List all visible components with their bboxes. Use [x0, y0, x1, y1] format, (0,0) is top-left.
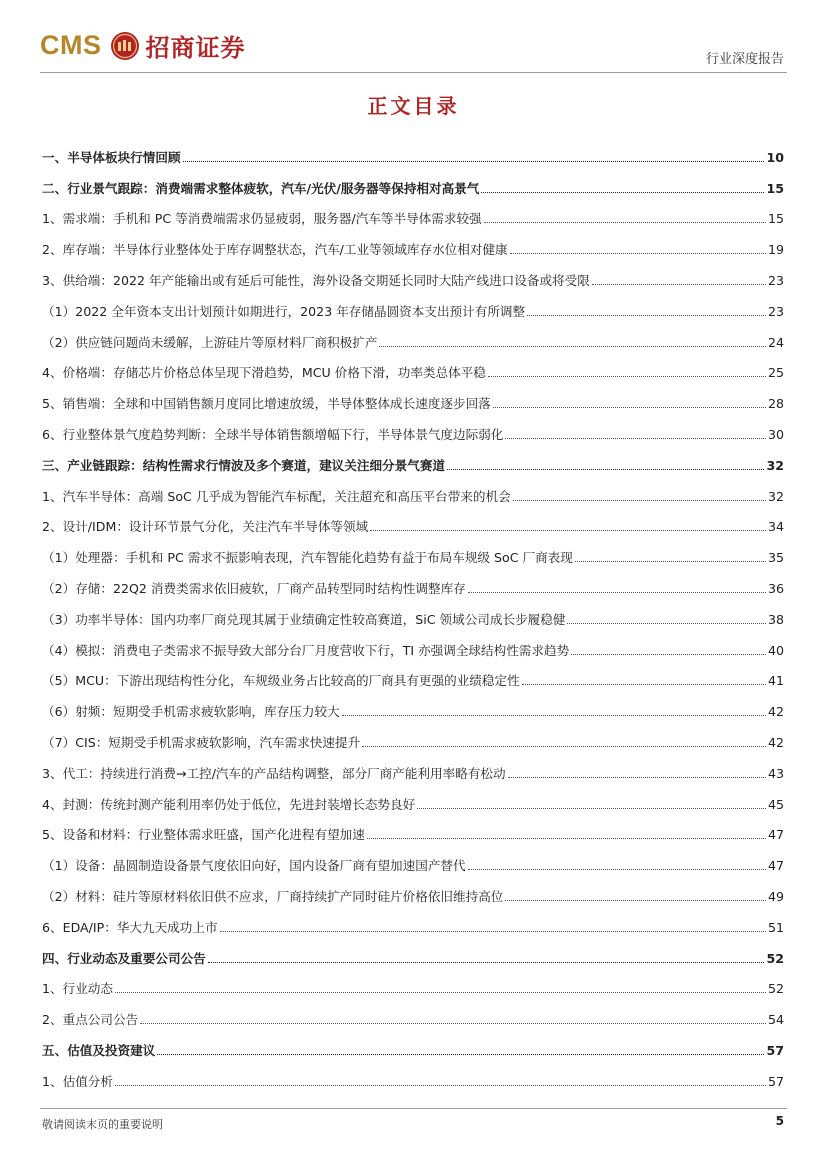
- toc-entry[interactable]: [42, 258, 784, 289]
- toc-entry-title: （2）存储：22Q2 消费类需求依旧疲软，厂商产品转型同时结构性调整库存: [42, 580, 466, 596]
- toc-entry-page: 15: [766, 180, 784, 196]
- toc-entry-title: （1）2022 全年资本支出计划预计如期进行，2023 年存储晶圆资本支出预计有所调整: [42, 303, 526, 319]
- toc-entry-title: 4、封测：传统封测产能利用率仍处于低位，先进封装增长态势良好: [42, 796, 416, 812]
- toc-entry-title: （2）供应链问题尚未缓解，上游硅片等原材料厂商积极扩产: [42, 334, 378, 350]
- toc-entry-title: （1）处理器：手机和 PC 需求不振影响表现，汽车智能化趋势有益于布局车规级 SoC 厂商表现: [42, 550, 573, 566]
- toc-entry-page: 25: [767, 365, 784, 381]
- toc-entry-page: 38: [767, 611, 784, 627]
- toc-entry-title: （7）CIS：短期受手机需求疲软影响，汽车需求快速提升: [42, 734, 361, 750]
- toc-entry-title: 一、半导体板块行情回顾: [42, 149, 181, 165]
- toc-entry[interactable]: [42, 843, 784, 874]
- toc-entry[interactable]: [42, 751, 784, 782]
- toc-entry[interactable]: [42, 412, 784, 443]
- toc-dot-leader: [362, 746, 766, 747]
- toc-entry[interactable]: [42, 443, 784, 474]
- toc-entry-page: 36: [767, 580, 784, 596]
- page-title: 正文目录: [367, 94, 460, 118]
- toc-entry-title: （5）MCU：下游出现结构性分化，车规级业务占比较高的厂商具有更强的业绩稳定性: [42, 673, 520, 689]
- toc-entry[interactable]: [42, 166, 784, 197]
- toc-entry-title: （3）功率半导体：国内功率厂商兑现其属于业绩确定性较高赛道，SiC 领域公司成长步履稳健: [42, 611, 566, 627]
- toc-dot-leader: [510, 253, 766, 254]
- toc-dot-leader: [140, 1023, 766, 1024]
- toc-entry-page: 24: [767, 334, 784, 350]
- cms-logo: [40, 28, 246, 63]
- toc-entry-title: （4）模拟：消费电子类需求不振导致大部分台厂月度营收下行，TI 亦强调全球结构性需求趋势: [42, 642, 570, 658]
- toc-dot-leader: [481, 192, 764, 193]
- toc-dot-leader: [522, 684, 766, 685]
- toc-entry-title: （6）射频：短期受手机需求疲软影响，库存压力较大: [42, 704, 340, 720]
- toc-dot-leader: [342, 715, 766, 716]
- toc-entry-page: 51: [767, 919, 784, 935]
- table-of-contents: [42, 135, 784, 1090]
- toc-entry-page: 40: [767, 642, 784, 658]
- toc-entry[interactable]: [42, 997, 784, 1028]
- toc-dot-leader: [208, 962, 765, 963]
- toc-entry[interactable]: [42, 197, 784, 228]
- toc-dot-leader: [447, 469, 764, 470]
- toc-entry-page: 15: [767, 211, 784, 227]
- toc-entry[interactable]: [42, 320, 784, 351]
- toc-entry-title: 1、汽车半导体：高端 SoC 几乎成为智能汽车标配，关注超充和高压平台带来的机会: [42, 488, 511, 504]
- toc-entry-title: 6、行业整体景气度趋势判断：全球半导体销售额增幅下行，半导体景气度边际弱化: [42, 426, 504, 442]
- toc-entry-page: 35: [767, 550, 784, 566]
- toc-entry-title: 5、设备和材料：行业整体需求旺盛，国产化进程有望加速: [42, 827, 365, 843]
- toc-entry-page: 34: [767, 519, 784, 535]
- toc-entry-page: 41: [767, 673, 784, 689]
- header-divider: [40, 72, 787, 73]
- toc-dot-leader: [505, 438, 766, 439]
- toc-entry[interactable]: [42, 813, 784, 844]
- toc-dot-leader: [468, 592, 766, 593]
- toc-entry-page: 49: [767, 888, 784, 904]
- toc-entry-page: 30: [767, 426, 784, 442]
- toc-dot-leader: [220, 931, 766, 932]
- toc-dot-leader: [508, 777, 766, 778]
- toc-entry[interactable]: [42, 874, 784, 905]
- toc-dot-leader: [505, 900, 766, 901]
- toc-entry[interactable]: [42, 289, 784, 320]
- toc-dot-leader: [513, 500, 766, 501]
- toc-entry-page: 19: [767, 242, 784, 258]
- toc-dot-leader: [157, 1054, 764, 1055]
- toc-dot-leader: [571, 654, 766, 655]
- toc-entry-page: 47: [767, 858, 784, 874]
- toc-dot-leader: [115, 1085, 766, 1086]
- toc-entry-title: 4、价格端：存储芯片价格总体呈现下滑趋势，MCU 价格下滑，功率类总体平稳: [42, 365, 486, 381]
- page-number: 5: [775, 1114, 784, 1128]
- toc-entry-page: 23: [767, 303, 784, 319]
- toc-entry[interactable]: [42, 566, 784, 597]
- toc-entry[interactable]: [42, 905, 784, 936]
- toc-entry-title: 三、产业链跟踪：结构性需求行情波及多个赛道，建议关注细分景气赛道: [42, 457, 445, 473]
- toc-entry-page: 54: [767, 1012, 784, 1028]
- toc-entry-title: 5、销售端：全球和中国销售额月度同比增速放缓，半导体整体成长速度逐步回落: [42, 396, 491, 412]
- toc-entry-title: 1、估值分析: [42, 1073, 113, 1089]
- toc-entry[interactable]: [42, 597, 784, 628]
- toc-dot-leader: [115, 992, 766, 993]
- toc-entry[interactable]: [42, 1028, 784, 1059]
- toc-entry-title: 3、供给端：2022 年产能输出或有延后可能性，海外设备交期延长同时大陆产线进口设备或将受限: [42, 272, 590, 288]
- toc-dot-leader: [417, 808, 766, 809]
- toc-entry-title: （1）设备：晶圆制造设备景气度依旧向好，国内设备厂商有望加速国产替代: [42, 858, 466, 874]
- toc-dot-leader: [575, 561, 766, 562]
- toc-entry-title: 二、行业景气跟踪：消费端需求整体疲软，汽车/光伏/服务器等保持相对高景气: [42, 180, 480, 196]
- logo-chinese-text: 招商证券: [145, 34, 246, 62]
- toc-entry-title: 四、行业动态及重要公司公告: [42, 950, 206, 966]
- toc-entry-title: 1、行业动态: [42, 981, 113, 997]
- toc-entry[interactable]: [42, 628, 784, 659]
- toc-entry-page: 47: [767, 827, 784, 843]
- toc-dot-leader: [527, 315, 766, 316]
- toc-entry-page: 32: [767, 488, 784, 504]
- toc-entry-page: 52: [767, 981, 784, 997]
- toc-entry-page: 45: [767, 796, 784, 812]
- toc-entry[interactable]: [42, 381, 784, 412]
- footer-disclaimer: 敬请阅读末页的重要说明: [42, 1118, 163, 1131]
- toc-dot-leader: [592, 284, 766, 285]
- toc-entry-page: 43: [767, 765, 784, 781]
- toc-entry[interactable]: [42, 135, 784, 166]
- toc-dot-leader: [493, 407, 766, 408]
- logo-latin-text: CMS: [40, 30, 102, 60]
- toc-entry[interactable]: [42, 474, 784, 505]
- toc-dot-leader: [468, 869, 766, 870]
- toc-entry[interactable]: [42, 505, 784, 536]
- toc-entry-page: 57: [767, 1073, 784, 1089]
- toc-entry-page: 32: [766, 457, 784, 473]
- toc-entry[interactable]: [42, 351, 784, 382]
- toc-dot-leader: [379, 346, 766, 347]
- toc-entry-page: 52: [766, 950, 784, 966]
- toc-entry-title: 2、重点公司公告: [42, 1012, 139, 1028]
- toc-entry-page: 28: [767, 396, 784, 412]
- toc-dot-leader: [370, 530, 766, 531]
- toc-entry-page: 42: [767, 734, 784, 750]
- logo-emblem-icon: [110, 31, 140, 61]
- toc-entry[interactable]: [42, 659, 784, 690]
- toc-entry[interactable]: [42, 782, 784, 813]
- toc-entry-title: 2、设计/IDM：设计环节景气分化，关注汽车半导体等领域: [42, 519, 369, 535]
- toc-entry-page: 57: [766, 1042, 784, 1058]
- toc-entry-page: 23: [767, 272, 784, 288]
- toc-entry-title: 6、EDA/IP：华大九天成功上市: [42, 919, 218, 935]
- page-header: [0, 0, 827, 75]
- toc-dot-leader: [183, 161, 765, 162]
- toc-entry-page: 10: [766, 149, 784, 165]
- toc-entry-title: 3、代工：持续进行消费→工控/汽车的产品结构调整，部分厂商产能利用率略有松动: [42, 765, 506, 781]
- toc-entry[interactable]: [42, 1059, 784, 1090]
- toc-entry[interactable]: [42, 967, 784, 998]
- toc-dot-leader: [567, 623, 766, 624]
- toc-entry-title: 五、估值及投资建议: [42, 1042, 156, 1058]
- toc-entry[interactable]: [42, 227, 784, 258]
- toc-entry-title: 2、库存端：半导体行业整体处于库存调整状态，汽车/工业等领域库存水位相对健康: [42, 242, 508, 258]
- footer-divider: [40, 1108, 787, 1109]
- toc-entry-title: （2）材料：硅片等原材料依旧供不应求，厂商持续扩产同时硅片价格依旧维持高位: [42, 888, 504, 904]
- toc-entry[interactable]: [42, 936, 784, 967]
- toc-entry[interactable]: [42, 535, 784, 566]
- toc-dot-leader: [367, 838, 766, 839]
- document-type-label: 行业深度报告: [705, 52, 784, 67]
- toc-entry-title: 1、需求端：手机和 PC 等消费端需求仍显疲弱，服务器/汽车等半导体需求较强: [42, 211, 482, 227]
- toc-entry[interactable]: [42, 689, 784, 720]
- toc-entry[interactable]: [42, 720, 784, 751]
- toc-dot-leader: [488, 376, 766, 377]
- toc-dot-leader: [484, 222, 766, 223]
- toc-entry-page: 42: [767, 704, 784, 720]
